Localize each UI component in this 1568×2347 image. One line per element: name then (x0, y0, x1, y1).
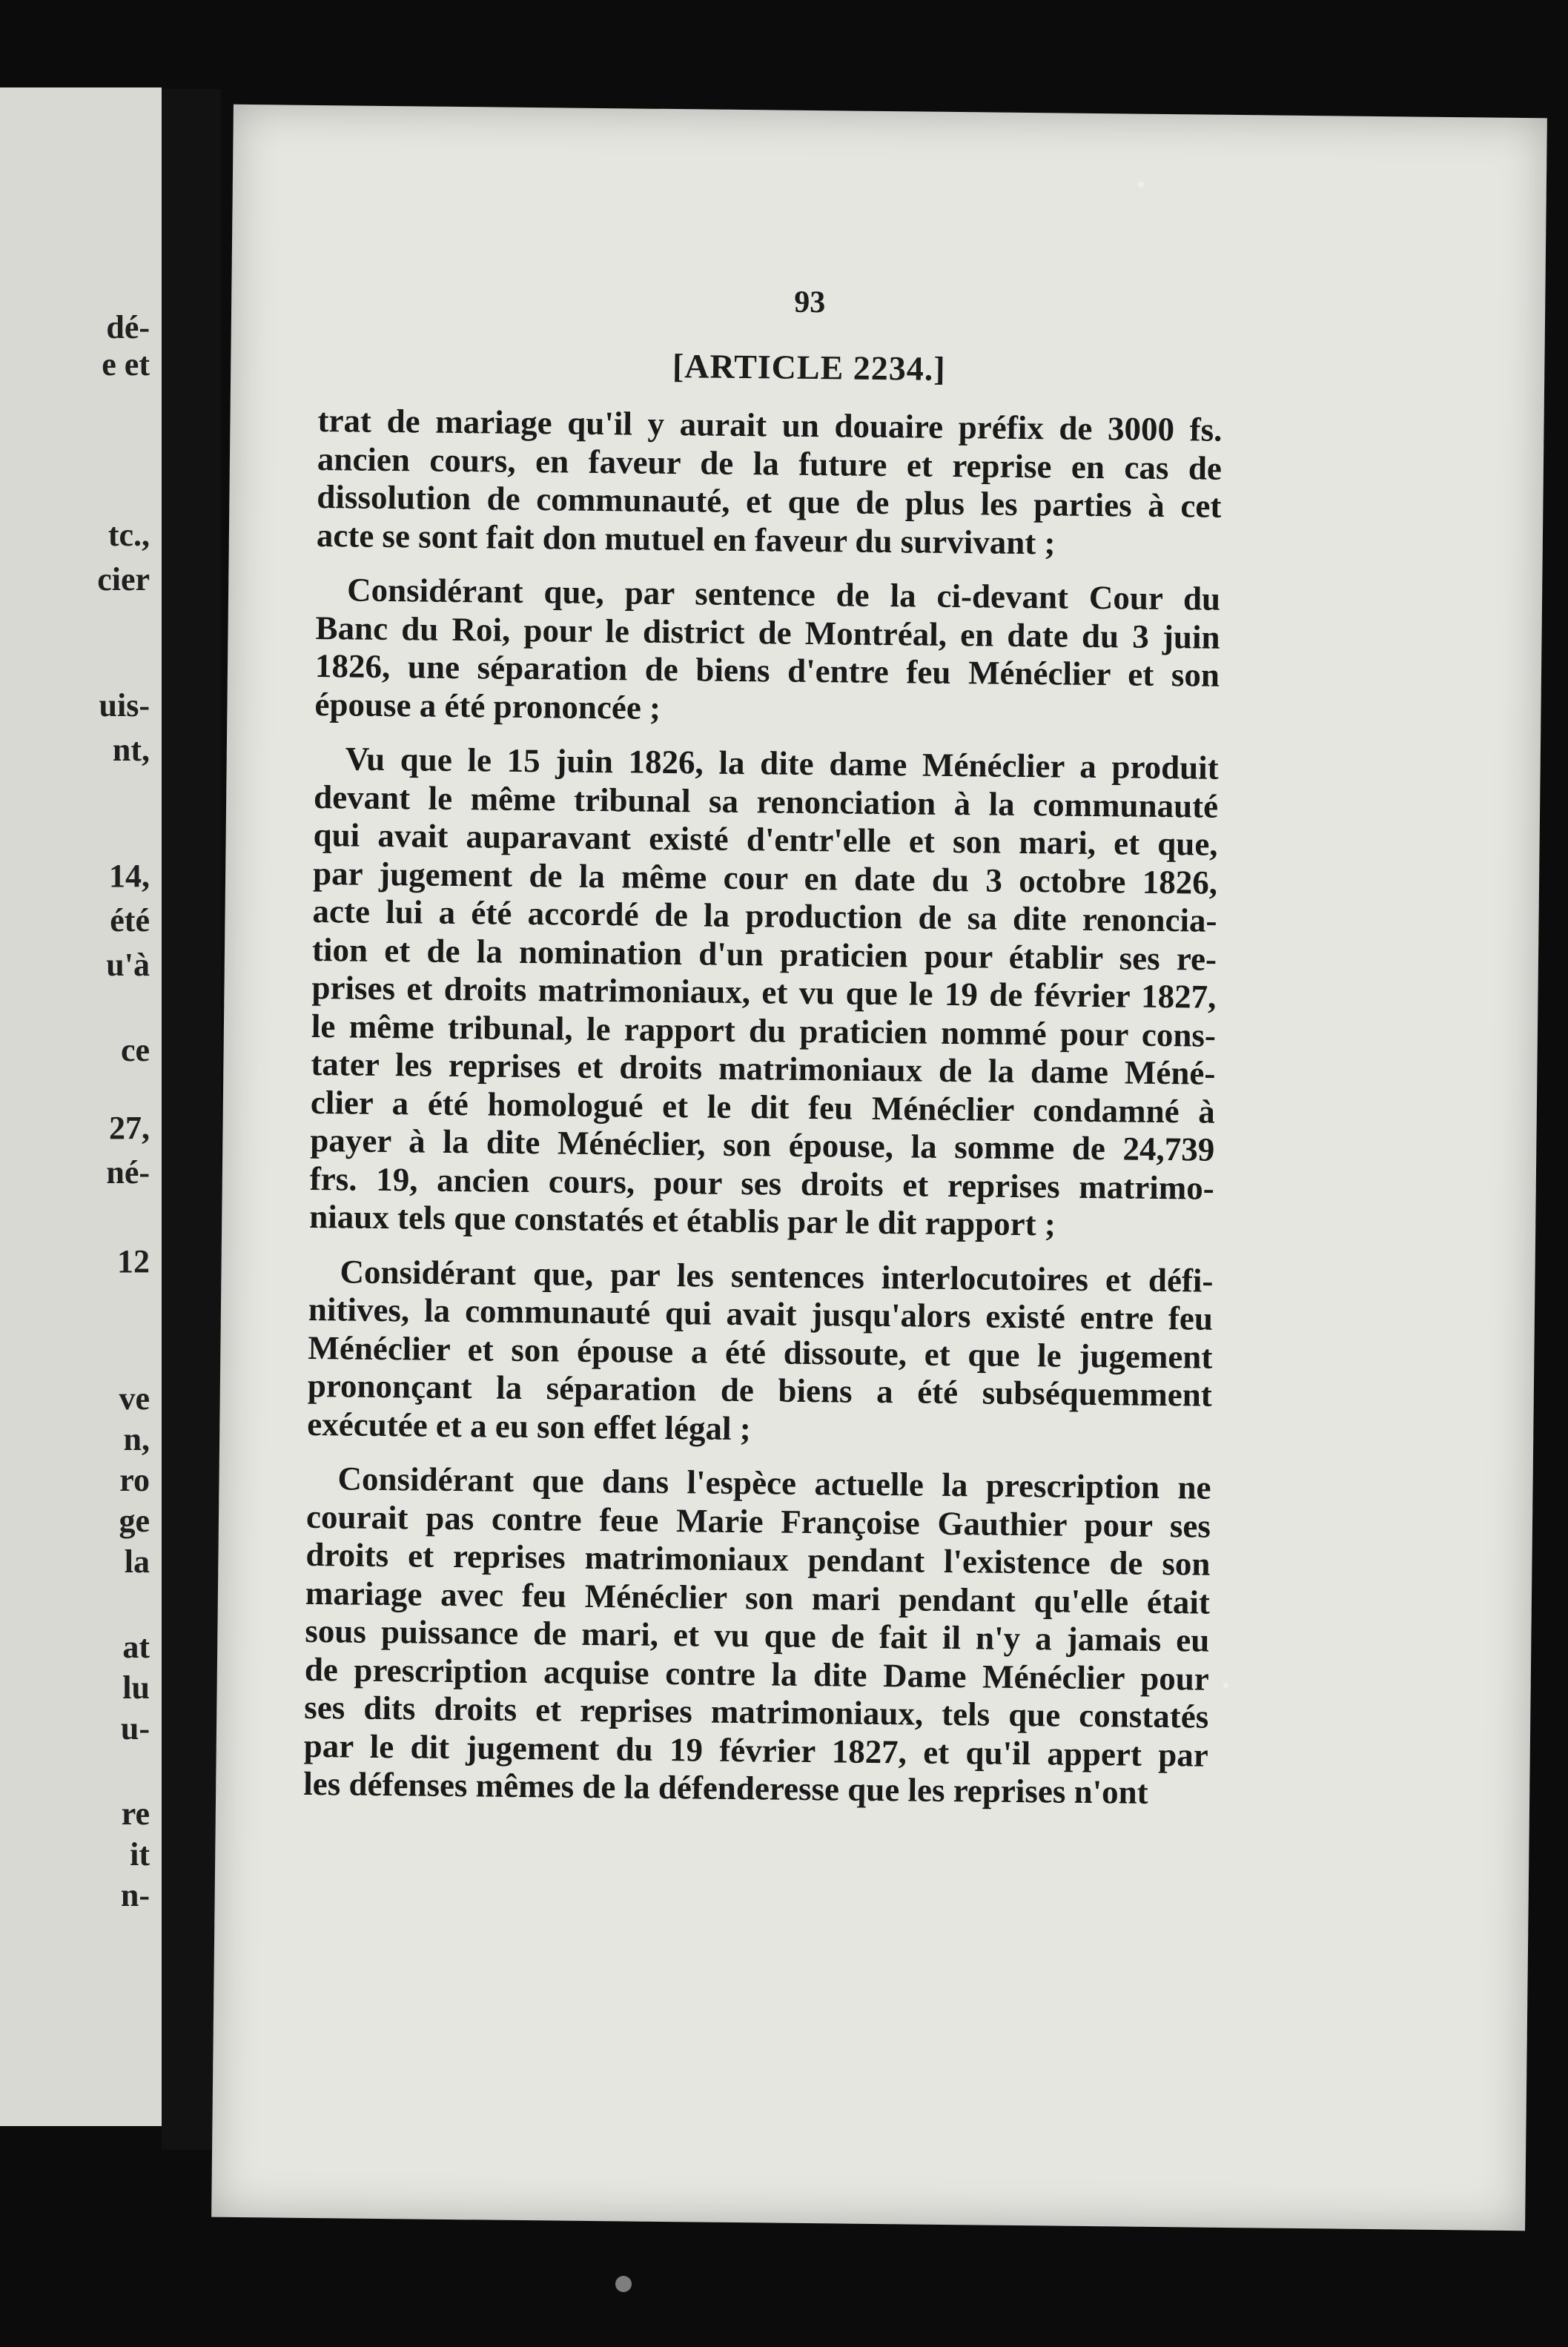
book-gutter (162, 89, 221, 2150)
left-page-fragment: cier (97, 561, 150, 597)
main-page (211, 105, 1547, 2231)
left-page-fragment: nt, (112, 732, 150, 768)
text-line: qui avait auparavant existé d'entr'elle et son mari, et que, (313, 815, 1218, 863)
left-page-fragment: dé- (106, 309, 150, 345)
text-line: épouse a été prononcée ; (314, 685, 661, 726)
left-page-fragment: ge (119, 1503, 150, 1539)
left-page-fragment: tc., (107, 517, 150, 553)
paragraph (307, 1252, 1214, 1452)
text-line: acte se sont fait don mutuel en faveur du survivant ; (316, 516, 1056, 561)
text-line: Considérant que, par sentence de la ci-devant Cour du (346, 571, 1221, 618)
text-line: Considérant que, par les sentences interlocutoires et défi- (340, 1252, 1214, 1300)
text-line: le même tribunal, le rapport du praticien nommé pour cons- (311, 1007, 1217, 1054)
text-line: payer à la dite Ménéclier, son épouse, la somme de 24,739 (310, 1121, 1215, 1168)
text-line: frs. 19, ancien cours, pour ses droits et reprises matrimo- (309, 1159, 1215, 1207)
paragraph (303, 1460, 1211, 1813)
text-line: prononçant la séparation de biens a été subséquemment (307, 1366, 1213, 1414)
left-page-fragment: né- (106, 1154, 150, 1191)
text-line: Vu que le 15 juin 1826, la dite dame Ménéclier a produit (345, 740, 1219, 787)
dust-speck (1138, 182, 1144, 188)
text-line: Banc du Roi, pour le district de Montréal, en date du 3 juin (315, 609, 1220, 656)
text-line: nitives, la communauté qui avait jusqu'alors existé entre feu (308, 1290, 1214, 1337)
left-page-fragment: n- (120, 1877, 150, 1913)
left-page-fragment: ce (120, 1032, 150, 1068)
text-line: ses dits droits et reprises matrimoniaux, tels que constatés (304, 1688, 1209, 1735)
text-line: par le dit jugement du 19 février 1827, et qu'il appert par (303, 1727, 1208, 1774)
left-page-fragment: 12 (117, 1243, 150, 1280)
dust-speck (615, 2276, 632, 2292)
article-heading: [ARTICLE 2234.] (672, 347, 946, 388)
body-text (303, 402, 1223, 1829)
text-line: Ménéclier et son épouse a été dissoute, et que le jugement (308, 1328, 1213, 1376)
left-page-fragment: u- (120, 1710, 150, 1747)
paragraph (317, 402, 1223, 564)
page-number: 93 (793, 285, 826, 320)
text-line: devant le même tribunal sa renonciation à la communauté (313, 778, 1219, 825)
left-page-fragment: ve (119, 1380, 150, 1417)
text-line: trat de mariage qu'il y aurait un douaire préfix de 3000 fs. (317, 402, 1223, 448)
dust-speck (1223, 1683, 1228, 1688)
text-line: exécutée et a eu son effet légal ; (307, 1405, 752, 1447)
text-line: tater les reprises et droits matrimoniaux de la dame Méné- (311, 1045, 1216, 1092)
text-line: Considérant que dans l'espèce actuelle la prescription ne (337, 1460, 1211, 1506)
left-page-fragment: uis- (99, 687, 150, 724)
left-page-fragment: ro (119, 1462, 150, 1498)
left-page-fragment: u'à (106, 947, 150, 983)
paragraph (314, 571, 1220, 733)
text-line: droits et reprises matrimoniaux pendant l'existence de son (305, 1535, 1211, 1583)
text-line: courait pas contre feue Marie Françoise Gauthier pour ses (305, 1497, 1211, 1545)
text-line: niaux tels que constatés et établis par le dit rapport ; (309, 1197, 1056, 1243)
left-page-fragment: e et (102, 346, 150, 383)
left-page-fragment: 14, (109, 858, 150, 894)
text-line: les défenses mêmes de la défenderesse que les reprises n'ont (302, 1764, 1148, 1811)
text-line: ancien cours, en faveur de la future et reprise en cas de (317, 440, 1223, 487)
text-line: tion et de la nomination d'un praticien pour établir ses re- (311, 930, 1217, 978)
left-page-fragment: lu (122, 1669, 150, 1706)
text-line: sous puissance de mari, et vu que de fait il n'y a jamais eu (305, 1612, 1210, 1659)
text-line: 1826, une séparation de biens d'entre feu Ménéclier et son (314, 646, 1220, 694)
text-line: prises et droits matrimoniaux, et vu que le 19 de février 1827, (311, 968, 1217, 1016)
text-line: par jugement de la même cour en date du 3 octobre 1826, (312, 854, 1218, 901)
left-page-fragment: re (121, 1795, 150, 1832)
text-line: acte lui a été accordé de la production de sa dite renoncia- (312, 892, 1217, 939)
left-page-fragment: été (110, 902, 150, 939)
left-page-fragment: 27, (109, 1110, 150, 1146)
left-facing-page (0, 87, 162, 2126)
text-line: mariage avec feu Ménéclier son mari pendant qu'elle était (305, 1574, 1211, 1621)
text-line: de prescription acquise contre la dite Dame Ménéclier pour (304, 1650, 1210, 1698)
left-page-fragment: at (122, 1629, 150, 1665)
text-line: dissolution de communauté, et que de plus les parties à cet (317, 478, 1222, 525)
left-page-fragment: n, (123, 1421, 150, 1457)
left-page-fragment: it (130, 1836, 150, 1873)
text-line: clier a été homologué et le dit feu Ménéclier condamné à (310, 1083, 1216, 1131)
paragraph (309, 740, 1219, 1245)
left-page-fragment: la (124, 1543, 150, 1580)
